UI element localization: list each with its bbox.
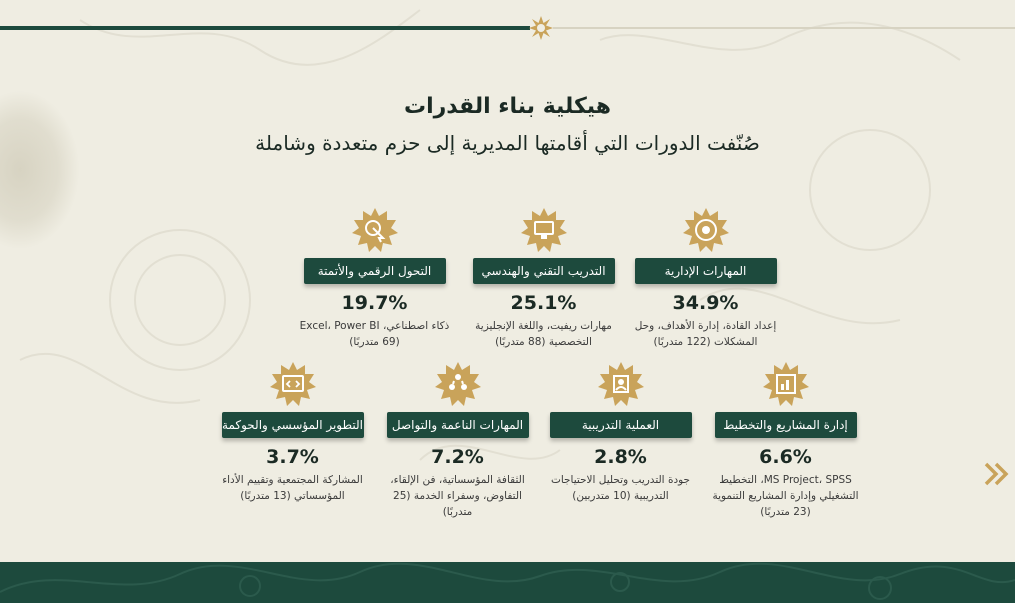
category-label: المهارات الناعمة والتواصل <box>387 412 529 438</box>
page-title: هيكلية بناء القدرات <box>403 94 612 119</box>
footer-band <box>0 562 1015 603</box>
category-card-management <box>628 206 783 350</box>
category-card-technical <box>466 206 621 350</box>
chart-icon <box>762 360 810 408</box>
category-description: مهارات ريفيت، واللغة الإنجليزية التخصصية (88 متدربًا) <box>475 320 612 348</box>
divider-star-icon <box>528 15 554 41</box>
category-percent: 34.9% <box>672 292 739 314</box>
code-window-icon <box>269 360 317 408</box>
category-description: جودة التدريب وتحليل الاحتياجات التدريبية (10 متدربين) <box>550 474 691 502</box>
category-label: إدارة المشاريع والتخطيط <box>715 412 857 438</box>
double-chevron-right-icon[interactable] <box>983 461 1011 487</box>
category-label: العملية التدريبية <box>550 412 692 438</box>
category-label: المهارات الإدارية <box>635 258 777 284</box>
top-divider <box>0 26 530 30</box>
category-label: التحول الرقمي والأتمتة <box>304 258 446 284</box>
category-card-governance <box>215 360 370 504</box>
page-subtitle: صُنّفت الدورات التي أقامتها المديرية إلى حزم متعددة وشاملة <box>255 131 760 155</box>
category-description: ذكاء اصطناعي، Excel، Power BI (69 متدربًا) <box>299 320 450 348</box>
top-divider-light <box>553 27 1015 29</box>
category-card-soft-skills <box>380 360 535 520</box>
category-label: التطوير المؤسسي والحوكمة <box>222 412 364 438</box>
category-description: إعداد القادة، إدارة الأهداف، وحل المشكلات (122 متدربًا) <box>634 320 777 348</box>
category-card-projects <box>708 360 863 520</box>
monitor-icon <box>520 206 568 254</box>
cursor-click-icon <box>351 206 399 254</box>
target-gear-icon <box>682 206 730 254</box>
category-percent: 2.8% <box>594 446 647 468</box>
category-percent: 7.2% <box>431 446 484 468</box>
category-description: الثقافة المؤسساتية، فن الإلقاء، التفاوض، وسفراء الخدمة (25 متدربًا) <box>390 474 525 518</box>
category-percent: 25.1% <box>510 292 577 314</box>
category-label: التدريب التقني والهندسي <box>473 258 615 284</box>
people-icon <box>434 360 482 408</box>
category-description: المشاركة المجتمعية وتقييم الأداء المؤسساتي (13 متدربًا) <box>222 474 363 502</box>
training-icon <box>597 360 645 408</box>
category-description: MS Project، SPSS، التخطيط التشغيلي وإدارة المشاريع التنموية (23 متدربًا) <box>712 474 859 518</box>
category-card-digital <box>297 206 452 350</box>
category-percent: 3.7% <box>266 446 319 468</box>
category-percent: 6.6% <box>759 446 812 468</box>
category-percent: 19.7% <box>341 292 408 314</box>
category-card-training-process <box>543 360 698 504</box>
